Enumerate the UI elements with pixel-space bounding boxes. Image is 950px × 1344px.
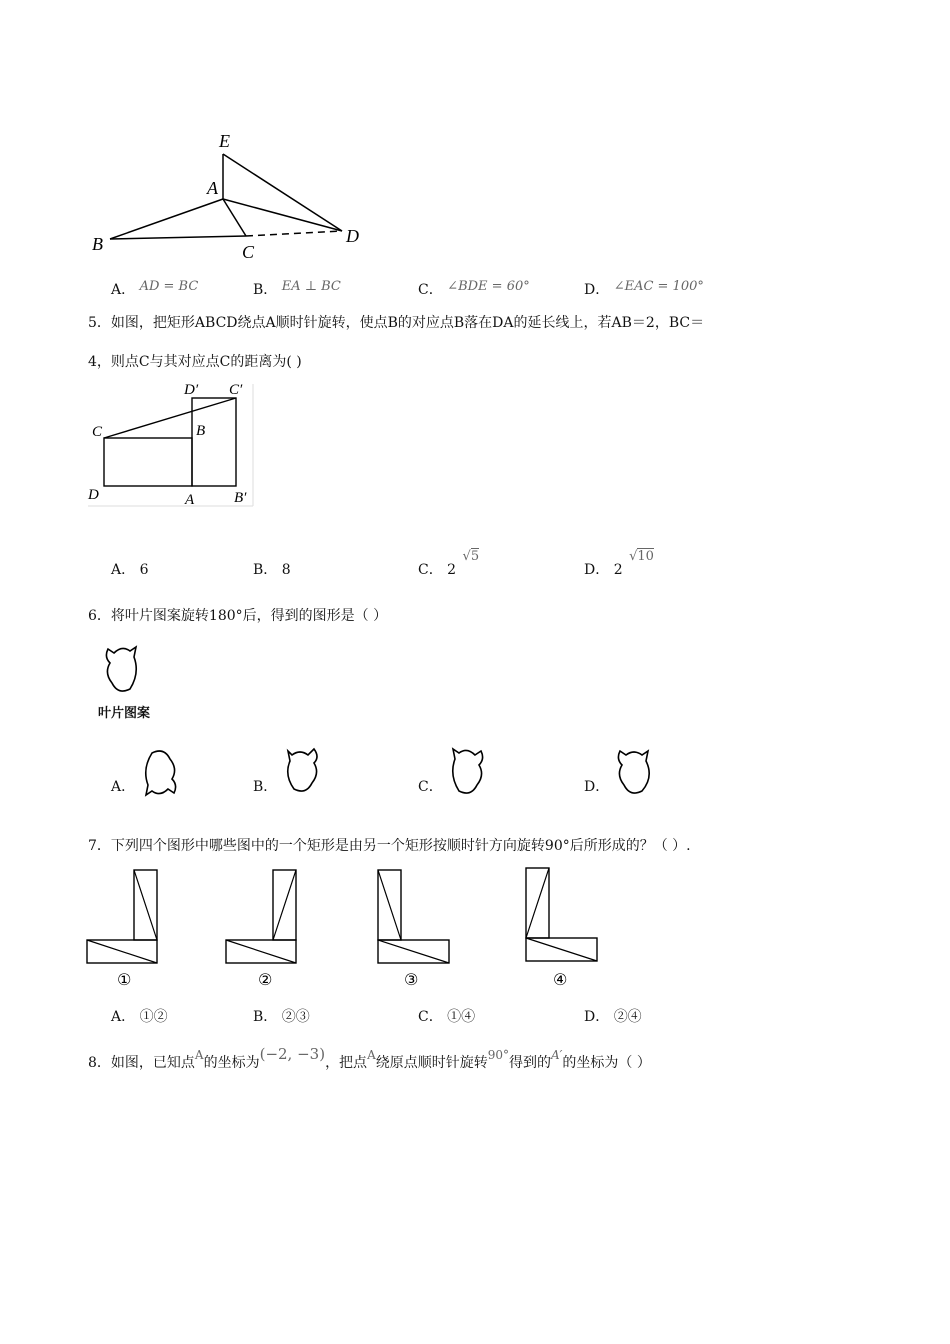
fig-label-2: ② [258,970,273,989]
option-letter: C． [418,1009,443,1025]
option-letter: D． [584,779,610,795]
q8-part1: 8．如图，已知点 [88,1055,195,1071]
option-value: 8 [281,562,291,578]
leaf-caption: 叶片图案 [98,706,151,721]
q7-text: 7．下列四个图形中哪些图中的一个矩形是由另一个矩形按顺时针方向旋转90°后所形成的？（ ）. [88,838,691,854]
fig-label-1: ① [117,970,132,989]
option-letter: A． [111,562,136,578]
option-expr: ∠BDE = 60° [447,279,530,294]
option-value: 2 [613,562,623,578]
q7-option-c[interactable] [418,1006,475,1026]
q8-part4: 绕原点顺时针旋转 [375,1055,488,1071]
q8-part6: 的坐标为（ ） [562,1055,651,1071]
label-C: C [242,242,255,262]
option-expr: EA ⊥ BC [281,279,341,294]
option-value: ②③ [281,1009,310,1025]
q8-part5: 得到的 [509,1055,552,1071]
label-D: D [346,226,359,246]
q8-text [88,1045,651,1073]
label-C-prime: C′ [229,382,243,398]
q7-option-a[interactable] [111,1006,168,1026]
option-letter: C． [418,282,443,298]
option-expr: AD = BC [139,279,199,294]
q8-part2: 的坐标为 [203,1055,260,1071]
label-A: A [207,178,218,198]
option-value: 2 [447,562,457,578]
radical-sign-icon: √ [629,549,638,564]
radicand: 10 [637,549,654,564]
option-letter: A． [111,282,136,298]
point-a-prime: A′ [551,1048,563,1062]
angle: 90° [487,1048,510,1062]
radical-sign-icon: √ [462,549,471,564]
fig-label-3: ③ [404,970,419,989]
q8-part3: ，把点 [325,1055,368,1071]
label-D: D [88,487,99,503]
fig-label-4: ④ [553,970,568,989]
option-letter: B． [253,282,278,298]
point-a-2: A [367,1048,376,1062]
option-value: ①② [139,1009,168,1025]
option-letter: B． [253,1009,278,1025]
option-value: 6 [139,562,149,578]
label-D-prime: D′ [184,382,199,398]
q5-text-line2: 4，则点C与其对应点C的距离为( ) [88,354,302,370]
option-letter: D． [584,1009,610,1025]
label-B: B [196,423,206,439]
q7-option-b[interactable] [253,1006,310,1026]
point-a: A [194,1048,204,1062]
label-C: C [92,424,103,440]
option-letter: C． [418,562,443,578]
coordinate: (−2, −3) [259,1045,326,1063]
label-B-prime: B′ [234,490,247,506]
q7-option-d[interactable] [584,1006,642,1026]
option-letter: A． [111,779,136,795]
label-E: E [219,131,230,151]
option-value: ②④ [613,1009,642,1025]
option-letter: D． [584,282,610,298]
option-letter: D． [584,562,610,578]
radicand: 5 [470,549,480,564]
option-letter: C． [418,779,443,795]
option-letter: B． [253,562,278,578]
q5-text-line1: 5．如图，把矩形ABCD绕点A顺时针旋转，使点B的对应点B落在DA的延长线上，若AB＝2，BC＝ [88,315,705,331]
option-letter: B． [253,779,278,795]
q6-text: 6．将叶片图案旋转180°后，得到的图形是（ ） [88,608,388,624]
label-A: A [185,492,195,508]
option-letter: A． [111,1009,136,1025]
option-expr: ∠EAC = 100° [613,279,704,294]
label-B: B [92,234,103,254]
option-value: ①④ [447,1009,476,1025]
